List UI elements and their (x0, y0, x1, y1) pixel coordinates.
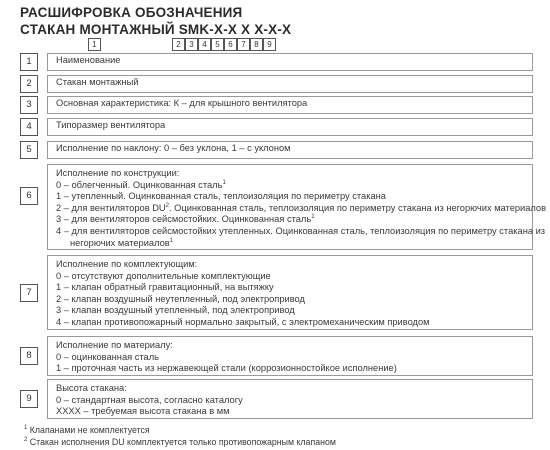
row-text: Исполнение по наклону: 0 – без уклона, 1 – с уклоном (56, 142, 291, 153)
footnote-ref-2: 2 (165, 202, 169, 209)
title-line-2: СТАКАН МОНТАЖНЫЙ SMK-X-X X X-X-X (20, 22, 292, 37)
row-content (47, 141, 533, 159)
footnote-text: Клапанами не комплектуется (29, 425, 150, 435)
row-text: Основная характеристика: К – для крышного вентилятора (56, 97, 308, 108)
row-7 (20, 255, 533, 330)
row-4 (20, 118, 533, 136)
footnotes (24, 424, 336, 448)
row-number: 7 (20, 284, 38, 302)
row-option-1: XXXX – требуемая высота стакана в мм (56, 406, 230, 417)
row-content (47, 96, 533, 114)
row-option-3: 3 – клапан воздушный утепленный, под электропривод (56, 305, 295, 316)
code-position-3: 3 (185, 38, 198, 51)
code-position-2: 2 (172, 38, 185, 51)
row-option-2 (56, 202, 547, 215)
row-option-1: 1 – проточная часть из нержавеющей стали (коррозионностойкое исполнение) (56, 363, 397, 374)
row-content (47, 75, 533, 93)
row-3 (20, 96, 533, 114)
code-position-5: 5 (211, 38, 224, 51)
row-number: 8 (20, 347, 38, 365)
row-number: 3 (20, 96, 38, 114)
option-text-cont: . Оцинкованная сталь, теплоизоляция по периметру стакана из негорючих материалов (168, 202, 547, 213)
option-text: 3 – для вентиляторов сейсмостойких. Оцинкованная сталь (56, 214, 312, 225)
row-option-4: 4 – клапан противопожарный нормально закрытый, с электромеханическим приводом (56, 316, 430, 327)
row-5 (20, 141, 533, 159)
code-position-1: 1 (88, 38, 101, 51)
row-heading: Исполнение по конструкции: (56, 168, 180, 178)
page-title (20, 4, 291, 38)
row-heading: Исполнение по комплектующим: (56, 259, 198, 269)
row-6 (20, 164, 547, 250)
footnote-ref-1: 1 (222, 179, 226, 186)
row-option-4-cont (56, 238, 524, 250)
row-option-1: 1 – клапан обратный гравитационный, на вытяжку (56, 282, 274, 293)
row-number: 4 (20, 118, 38, 136)
row-number: 5 (20, 141, 38, 159)
row-number: 6 (20, 187, 38, 205)
footnote-ref-1: 1 (169, 237, 174, 244)
row-2 (20, 75, 533, 93)
row-heading: Исполнение по материалу: (56, 340, 173, 350)
row-option-4: 4 – для вентиляторов сейсмостойких утепленных. Оцинкованная сталь, теплоизоляция по периметру стакана из (56, 225, 546, 236)
footnote-text: Стакан исполнения DU комплектуется только противопожарным клапаном (29, 437, 336, 447)
row-option-3 (56, 214, 524, 226)
row-content (47, 118, 533, 136)
row-option-0: 0 – отсутствуют дополнительные комплектующие (56, 270, 271, 281)
row-option-0: 0 – оцинкованная сталь (56, 351, 159, 362)
footnote-mark: 2 (24, 437, 28, 444)
row-9 (20, 379, 533, 419)
row-heading: Высота стакана: (56, 383, 127, 393)
option-text: 0 – облегченный. Оцинкованная сталь (56, 179, 223, 190)
code-position-7: 7 (237, 38, 250, 51)
code-position-6: 6 (224, 38, 237, 51)
row-text: Стакан монтажный (56, 76, 139, 87)
row-content (47, 164, 547, 250)
row-8 (20, 336, 533, 376)
row-option-0 (56, 180, 524, 192)
footnote-mark: 1 (24, 425, 28, 432)
row-option-2: 2 – клапан воздушный неутепленный, под электропривод (56, 293, 305, 304)
code-position-8: 8 (250, 38, 263, 51)
footnote-ref-1: 1 (311, 214, 315, 221)
footnote-2 (24, 436, 336, 448)
row-number: 2 (20, 75, 38, 93)
title-line-1: РАСШИФРОВКА ОБОЗНАЧЕНИЯ (20, 5, 243, 20)
row-content (47, 336, 533, 376)
option-text: 2 – для вентиляторов DU (56, 202, 166, 213)
row-content (47, 255, 533, 330)
code-position-9: 9 (263, 38, 276, 51)
footnote-1 (24, 424, 336, 436)
option-text: негорючих материалов (70, 237, 170, 248)
row-number: 1 (20, 53, 38, 71)
row-number: 9 (20, 390, 38, 408)
row-content (47, 379, 533, 419)
row-text: Типоразмер вентилятора (56, 119, 166, 130)
code-position-4: 4 (198, 38, 211, 51)
row-content (47, 53, 533, 71)
row-option-0: 0 – стандартная высота, согласно каталогу (56, 394, 243, 405)
row-text: Наименование (56, 54, 121, 65)
row-1 (20, 53, 533, 71)
row-option-1: 1 – утепленный. Оцинкованная сталь, теплоизоляция по периметру стакана (56, 191, 386, 202)
